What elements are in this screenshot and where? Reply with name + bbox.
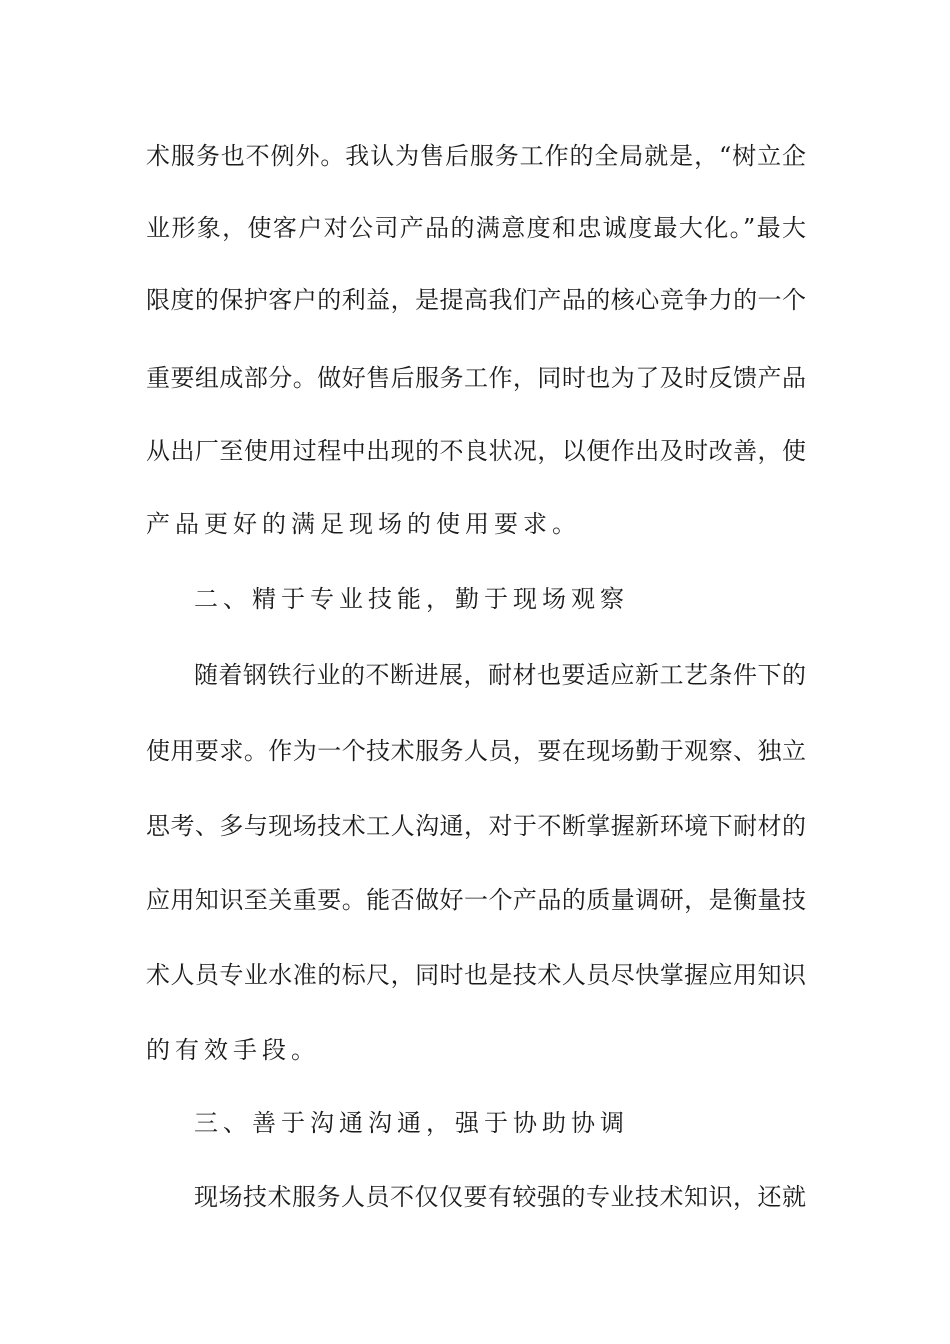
text-line: 限度的保护客户的利益，是提高我们产品的核心竞争力的一个 xyxy=(146,286,806,314)
section-heading: 二、精于专业技能，勤于现场观察 xyxy=(194,585,629,613)
section-heading: 三、善于沟通沟通，强于协助协调 xyxy=(194,1109,629,1137)
text-line: 使用要求。作为一个技术服务人员，要在现场勤于观察、独立 xyxy=(146,737,806,765)
text-line: 的有效手段。 xyxy=(146,1036,320,1064)
text-line: 思考、多与现场技术工人沟通，对于不断掌握新环境下耐材的 xyxy=(146,812,806,840)
paragraph-first-line: 现场技术服务人员不仅仅要有较强的专业技术知识，还就 xyxy=(194,1183,806,1211)
text-line: 重要组成部分。做好售后服务工作，同时也为了及时反馈产品 xyxy=(146,364,806,392)
text-line: 术服务也不例外。我认为售后服务工作的全局就是，“树立企 xyxy=(146,142,806,170)
text-line: 产品更好的满足现场的使用要求。 xyxy=(146,510,581,538)
text-line: 业形象，使客户对公司产品的满意度和忠诚度最大化。”最大 xyxy=(146,214,806,242)
text-line: 应用知识至关重要。能否做好一个产品的质量调研，是衡量技 xyxy=(146,886,806,914)
paragraph-first-line: 随着钢铁行业的不断进展，耐材也要适应新工艺条件下的 xyxy=(194,661,806,689)
text-line: 从出厂至使用过程中出现的不良状况，以便作出及时改善，使 xyxy=(146,437,806,465)
text-line: 术人员专业水准的标尺，同时也是技术人员尽快掌握应用知识 xyxy=(146,961,806,989)
